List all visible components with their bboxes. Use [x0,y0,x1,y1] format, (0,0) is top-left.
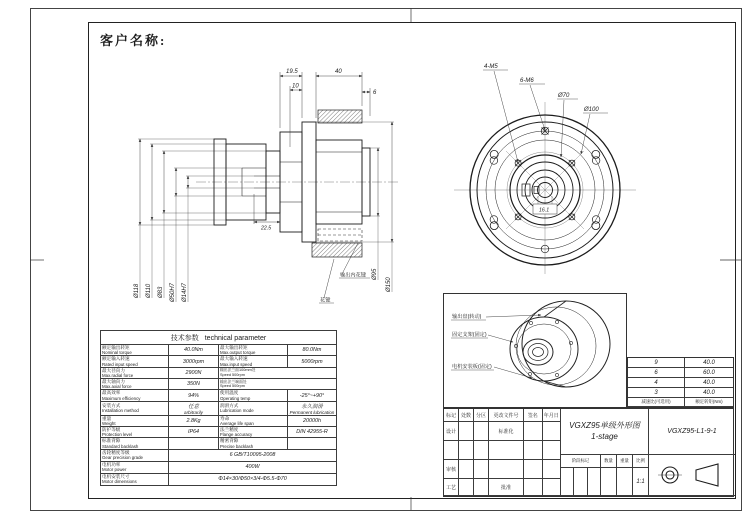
stage-box [561,468,574,496]
blank-cell [524,460,543,479]
ratio-header: 减速比(可选用) [628,398,685,407]
param-label: 最大径向力 Max.radial force [101,367,169,378]
weight-value [617,468,633,496]
top-dimensions [254,72,370,224]
param-value: 5000rpm [288,356,337,367]
customer-name-label: 客户名称: [100,33,167,48]
param-label: 电机安装尺寸 Motor dimensions [101,473,169,485]
param-value: 350N [169,379,219,390]
iso-callout-output-disc: 输出盘(转动) [452,314,482,320]
dim-6: 6 [373,90,377,96]
param-label: 重量 Weight [101,415,169,426]
param-label: 最大轴向力 Max.axial force [101,379,169,390]
side-section-view [126,52,426,320]
param-label: 额定输入转速 Rated input speed [101,356,169,367]
stage-mark-label: 阶段标记 [561,455,601,468]
scale-label: 比例 [633,455,649,468]
rev-col-zone: 分区 [474,409,489,422]
blank-cell [489,460,524,479]
projection-symbol-cell [649,455,735,496]
torque-cell: 40.0 [685,378,733,388]
qty-value [601,468,617,496]
ratio-cell: 3 [628,388,685,398]
role-craft: 工艺 [444,479,459,496]
rev-col-docno: 更改文件号 [489,409,524,422]
callout-d70: Ø70 [558,93,570,99]
blank-cell [474,479,489,496]
param-value: 94% [169,390,219,401]
drawing-number: VGXZ95-L1-9-1 [649,409,735,455]
role-design: 设计 [444,422,459,441]
qty-label: 数量 [601,455,617,468]
param-value: -25°~+90° [288,390,337,401]
callout-output-spline: 输出内花键 [340,272,366,279]
ratio-cell: 4 [628,378,685,388]
role-check: 审核 [444,460,459,479]
param-value: DIN 42955-R [288,427,337,438]
ratio-cell: 9 [628,358,685,368]
drawing-title [561,409,649,455]
blank-cell [459,479,474,496]
callout-4-m5: 4-M5 [484,64,498,70]
callout-d100: Ø100 [584,107,599,113]
blank-cell [474,460,489,479]
callout-spline: 花键 [320,297,331,304]
param-value [169,438,219,449]
param-value: 2.8Kg [169,415,219,426]
blank-cell [459,460,474,479]
blank-cell [524,441,543,460]
torque-cell: 60.0 [685,368,733,378]
front-callout-leaders [483,70,608,162]
dim-22-5: 22.5 [261,225,272,232]
param-title-cn: 技术参数 [170,334,199,342]
param-value: Φ14×30/Φ50×3/4-Φ5.5-Φ70 [169,473,337,485]
param-label: 额定输出转矩 Nominal torque [101,345,169,356]
param-note: 输出法兰面100mm处 Speed 500rpm [219,367,337,378]
left-diameter-dimensions [138,139,266,302]
blank-cell [489,441,524,460]
dia-14h7: Ø14H7 [182,282,188,302]
keyway-dim-label: 16.1 [539,207,550,214]
param-value: 80.0Nm [288,345,337,356]
param-value: IP64 [169,427,219,438]
iso-callout-fixed-bracket: 固定支架(固定) [452,332,487,338]
dia-110: Ø110 [146,283,152,298]
blank-cell [459,422,474,441]
blank-cell [524,479,543,496]
param-value: 永久润滑 Permanent lubrication [288,401,337,415]
drawing-title-en: 1-stage [591,431,618,441]
dia-118: Ø118 [134,283,140,298]
torque-cell: 40.0 [685,358,733,368]
right-diameter-dimensions [316,122,394,292]
param-value: 6 GB/T10095-2008 [169,449,337,461]
front-centerlines [454,102,636,274]
blank-cell [543,479,562,496]
iso-view-box [443,293,627,408]
blank-cell [543,441,562,460]
hidden-screw-dashed [318,229,362,241]
drawing-title-cn: VGXZ95单级外形图 [569,421,640,431]
param-value: 40.0Nm [169,345,219,356]
stage-box [588,468,601,496]
param-value: 2900N [169,367,219,378]
scale-value: 1:1 [633,468,649,496]
blank-cell [459,441,474,460]
ratio-cell: 6 [628,368,685,378]
param-label: 最高效率 Maximum efficiency [101,390,169,401]
weight-label: 重量 [617,455,633,468]
param-label: 标准背隙 Standard backlash [101,438,169,449]
front-view [438,56,658,278]
dim-10: 10 [292,83,299,90]
blank-cell [444,441,459,460]
rev-col-count: 处数 [459,409,474,422]
param-label: 最大输入转速 Max.input speed [219,356,288,367]
param-label: 精密背隙 Precise backlash [219,438,288,449]
stage-box [574,468,587,496]
param-value [288,438,337,449]
blank-cell [474,441,489,460]
projection-symbols [654,460,730,490]
dia-150: Ø150 [386,277,392,292]
iso-gearbox-drawing [444,294,626,407]
param-label: 防护等级 Protection level [101,427,169,438]
rev-col-date: 年月日 [543,409,562,422]
technical-parameter-table [100,330,337,486]
torque-cell: 40.0 [685,388,733,398]
torque-header: 额定转矩(Nm) [685,398,733,407]
param-value: 3000rpm [169,356,219,367]
param-value: 任意 arbitrarily [169,401,219,415]
role-approve: 批准 [489,479,524,496]
dim-19-5: 19.5 [286,69,298,75]
callout-6-m6: 6-M6 [520,78,534,84]
dia-95: Ø95 [372,268,378,280]
rev-col-mark: 标记 [444,409,459,422]
dia-83: Ø83 [158,286,164,298]
param-label: 使用温度 Operating temp [219,390,288,401]
blank-cell [543,422,562,441]
param-label: 电机功率 Motor power [101,461,169,473]
role-standardize: 标准化 [489,422,524,441]
param-note: 输出法兰端面处 Speed 500rpm [219,379,337,390]
title-block [443,408,734,497]
blank-cell [524,422,543,441]
param-label: 润滑方式 Lubrication mode [219,401,288,415]
param-label: 安装方式 Installation method [101,401,169,415]
param-table-title [101,331,337,345]
dim-40: 40 [335,69,342,75]
param-value: 400W [169,461,337,473]
param-title-en: technical parameter [204,334,267,342]
param-label: 齿轮精度等级 Gear precision grade [101,449,169,461]
blank-cell [543,460,562,479]
iso-callout-motor-plate: 电机安装板(固定) [452,364,492,370]
blank-cell [474,422,489,441]
projection-trapezoid-icon [696,464,718,486]
param-label: 最大输出转矩 Max.output torque [219,345,288,356]
param-label: 寿命 Average life span [219,415,288,426]
param-label: 法兰精度 Flange accuracy [219,427,288,438]
ratio-torque-table [627,357,734,408]
dia-50h7: Ø50H7 [170,282,176,302]
rev-col-sign: 签名 [524,409,543,422]
param-value: 20000h [288,415,337,426]
